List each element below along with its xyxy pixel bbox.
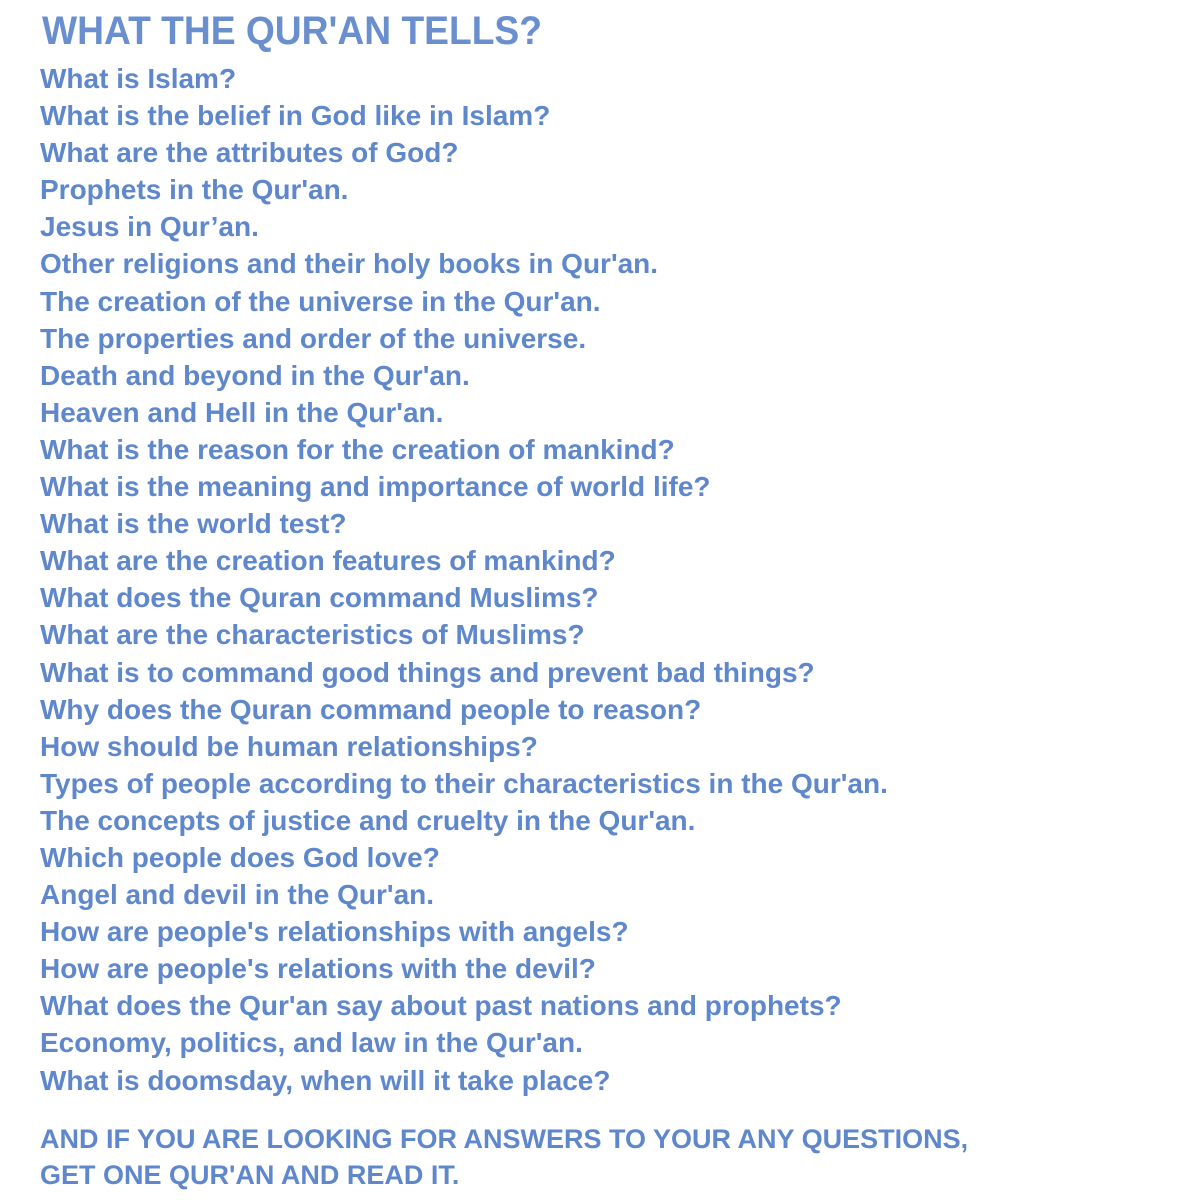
list-item: The creation of the universe in the Qur'an. (40, 285, 601, 317)
list-item: What is to command good things and prevent bad things? (40, 656, 815, 688)
list-item: What is the reason for the creation of mankind? (40, 433, 675, 465)
list-item: Prophets in the Qur'an. (40, 174, 349, 206)
list-item: What is the world test? (40, 508, 347, 540)
list-item: What is the belief in God like in Islam? (40, 100, 551, 132)
list-item: How should be human relationships? (40, 730, 538, 762)
list-item: What is Islam? (40, 63, 237, 94)
closing-line-2: GET ONE QUR'AN AND READ IT. (40, 1160, 460, 1190)
closing-message (40, 1121, 968, 1193)
closing-line-1: AND IF YOU ARE LOOKING FOR ANSWERS TO YOUR ANY QUESTIONS, (40, 1124, 969, 1154)
list-item: What is the meaning and importance of world life? (40, 471, 711, 503)
list-item: How are people's relationships with angels? (40, 916, 629, 948)
list-item: The concepts of justice and cruelty in the Qur'an. (40, 804, 696, 836)
page-title: WHAT THE QUR'AN TELLS? (42, 9, 542, 53)
list-item: Which people does God love? (40, 841, 440, 873)
question-list (40, 60, 888, 1099)
list-item: Other religions and their holy books in Qur'an. (40, 248, 659, 280)
list-item: Heaven and Hell in the Qur'an. (40, 396, 444, 428)
list-item: The properties and order of the universe. (40, 322, 587, 354)
list-item: Economy, politics, and law in the Qur'an. (40, 1027, 583, 1059)
list-item: Angel and devil in the Qur'an. (40, 879, 435, 911)
list-item: Why does the Quran command people to reason? (40, 693, 702, 725)
list-item: What does the Quran command Muslims? (40, 582, 599, 614)
list-item: Death and beyond in the Qur'an. (40, 359, 470, 391)
list-item: Jesus in Qur’an. (40, 211, 259, 243)
list-item: What is doomsday, when will it take place? (40, 1064, 611, 1096)
list-item: What are the creation features of mankind? (40, 545, 616, 577)
list-item: What are the attributes of God? (40, 137, 459, 169)
list-item: How are people's relations with the devil? (40, 953, 596, 985)
list-item: What does the Qur'an say about past nations and prophets? (40, 990, 842, 1022)
list-item: What are the characteristics of Muslims? (40, 619, 585, 651)
list-item: Types of people according to their characteristics in the Qur'an. (40, 767, 888, 799)
